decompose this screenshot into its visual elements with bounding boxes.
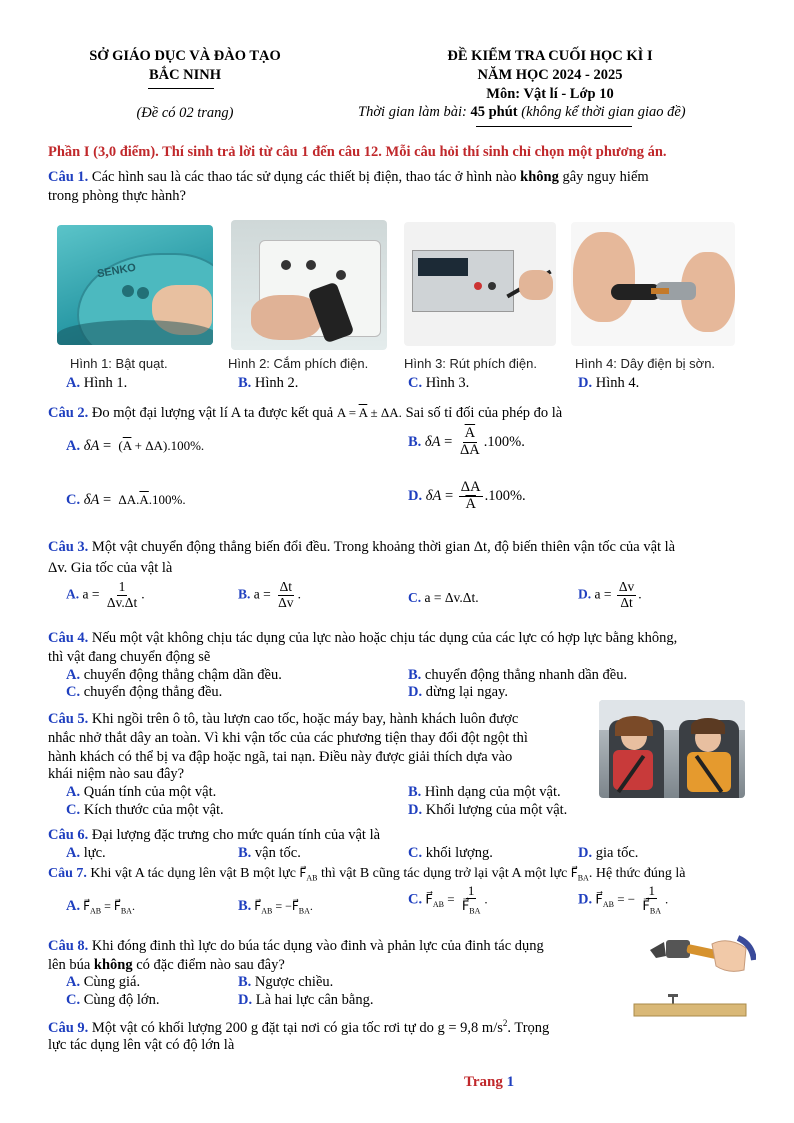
- header-page-note: (Đề có 02 trang): [136, 105, 234, 121]
- q5-option-d: D. Khối lượng của một vật.: [408, 802, 568, 818]
- q5-line-1: Câu 5. Khi ngồi trên ô tô, tàu lượn cao tốc, hoặc máy bay, hành khách luôn được: [48, 711, 519, 727]
- q1-option-a: A. Hình 1.: [66, 375, 128, 391]
- q4-option-c: C. chuyển động thẳng đều.: [66, 684, 223, 700]
- q1-option-c: C. Hình 3.: [408, 375, 470, 391]
- q8-text: Câu 8. Khi đóng đinh thì lực do búa tác dụng vào đinh và phản lực của đinh tác dụng: [48, 938, 544, 954]
- q3-option-c: C. a = Δv.Δt.: [408, 590, 479, 605]
- header-underline: [148, 88, 214, 89]
- q4-text: Câu 4. Nếu một vật không chịu tác dụng của lực nào hoặc chịu tác dụng của các lực có hợp lực bằng không,: [48, 630, 678, 646]
- plug-in-image: [231, 220, 387, 350]
- fan-brand-label: SENKO: [96, 261, 137, 281]
- q5-option-b: B. Hình dạng của một vật.: [408, 784, 561, 800]
- frayed-wire-image: [571, 222, 735, 346]
- q5-line-3: hành khách có thể bị va đập hoặc ngã, tai nạn. Điều này được giải thích dựa vào: [48, 749, 513, 765]
- q7-text: Câu 7. Khi vật A tác dụng lên vật B một lực $F⃗_{AB}$ thì vật B cũng tác dụng trở lại vật A một lực $F⃗_{BA}$. Hệ thức đúng là: [48, 866, 686, 883]
- q4-option-d: D. dừng lại ngay.: [408, 684, 508, 700]
- q6-option-c: C. khối lượng.: [408, 845, 493, 861]
- q6-option-a: A. lực.: [66, 845, 106, 861]
- q8-option-a: A. Cùng giá.: [66, 974, 141, 990]
- q6-option-b: B. vận tốc.: [238, 845, 301, 861]
- q4-option-a: A. chuyển động thẳng chậm dần đều.: [66, 667, 282, 683]
- q2-option-b: B. δA = $\frac{\overline{A}}{\Delta A}$ .100%.: [408, 425, 525, 458]
- q5-option-a: A. Quán tính của một vật.: [66, 784, 217, 800]
- q1-option-d: D. Hình 4.: [578, 375, 640, 391]
- q8-option-c: C. Cùng độ lớn.: [66, 992, 160, 1008]
- seatbelt-children-image: [599, 700, 745, 798]
- q5-line-4: khái niệm nào sau đây?: [48, 766, 185, 782]
- q3-text: Câu 3. Một vật chuyển động thẳng biến đổi đều. Trong khoảng thời gian Δt, độ biến thiên vận tốc của vật là: [48, 539, 676, 555]
- hammer-nail-image: [628, 930, 756, 1034]
- unplug-image: [404, 222, 556, 346]
- q3-option-a: A. a = $\frac{1}{\Delta v.\Delta t}$ .: [66, 579, 145, 610]
- q9-text: Câu 9. Một vật có khối lượng 200 g đặt tại nơi có gia tốc rơi tự do g = 9,8 $m/s^2$. Trọng: [48, 1018, 550, 1036]
- q5-line-2: nhắc nhở thắt dây an toàn. Vì khi vận tốc của các phương tiện thay đổi đột ngột thì: [48, 730, 528, 746]
- q2-option-d: D. δA = $\frac{\Delta A}{A}$ .100%.: [408, 479, 526, 512]
- header-department: SỞ GIÁO DỤC VÀ ĐÀO TẠO: [89, 48, 281, 64]
- q3-text-cont: Δv. Gia tốc của vật là: [48, 560, 173, 576]
- header-province: BẮC NINH: [148, 67, 222, 83]
- q2-formula: $A = \overline{A} \pm \Delta A$.: [336, 405, 402, 420]
- q5-option-c: C. Kích thước của một vật.: [66, 802, 224, 818]
- q9-text-cont: lực tác dụng lên vật có độ lớn là: [48, 1037, 235, 1053]
- q7-option-d: D. $F⃗_{AB}$ = − $\frac{1}{F⃗_{BA}}$ .: [578, 883, 669, 916]
- q6-text: Câu 6. Đại lượng đặc trưng cho mức quán tính của vật là: [48, 827, 381, 843]
- caption-4: Hình 4: Dây điện bị sờn.: [575, 356, 716, 371]
- fan-switch-image: [57, 225, 213, 345]
- q2-option-a: A. $\delta A = (\overline{A} + \Delta A).100\%$.: [66, 438, 205, 454]
- school-year: NĂM HỌC 2024 - 2025: [477, 67, 623, 83]
- time-underline: [476, 126, 632, 127]
- time-limit: Thời gian làm bài: 45 phút (không kể thời gian giao đề): [358, 104, 686, 120]
- q8-option-b: B. Ngược chiều.: [238, 974, 334, 990]
- q3-option-d: D. a = $\frac{\Delta v}{\Delta t}$ .: [578, 579, 642, 610]
- q7-option-b: B. $F⃗_{AB}$ = $-F⃗_{BA}$.: [238, 898, 313, 916]
- q7-option-c: C. $F⃗_{AB}$ = $\frac{1}{F⃗_{BA}}$ .: [408, 883, 488, 916]
- exam-title: ĐỀ KIỂM TRA CUỐI HỌC KÌ I: [447, 48, 653, 64]
- q4-option-b: B. chuyển động thẳng nhanh dần đều.: [408, 667, 628, 683]
- subject: Môn: Vật lí - Lớp 10: [486, 86, 614, 102]
- caption-3: Hình 3: Rút phích điện.: [404, 356, 537, 371]
- q8-option-d: D. Là hai lực cân bằng.: [238, 992, 374, 1008]
- q7-option-a: A. $F⃗_{AB}$ = $F⃗_{BA}$.: [66, 898, 135, 916]
- q2-text: Câu 2. Đo một đại lượng vật lí A ta được kết quả $A = \overline{A} \pm \Delta A$. Sai số tỉ đối của phép đo là: [48, 405, 563, 421]
- caption-2: Hình 2: Cắm phích điện.: [228, 356, 369, 371]
- caption-1: Hình 1: Bật quạt.: [70, 356, 168, 371]
- q1-text-cont: trong phòng thực hành?: [48, 188, 186, 204]
- q8-text-cont: lên búa không có đặc điểm nào sau đây?: [48, 957, 285, 973]
- section-heading: Phần I (3,0 điểm). Thí sinh trả lời từ câu 1 đến câu 12. Mỗi câu hỏi thí sinh chỉ chọn một phương án.: [48, 144, 667, 160]
- q6-option-d: D. gia tốc.: [578, 845, 639, 861]
- q1-text: Câu 1. Các hình sau là các thao tác sử dụng các thiết bị điện, thao tác ở hình nào không gây nguy hiểm: [48, 169, 649, 185]
- q1-option-b: B. Hình 2.: [238, 375, 299, 391]
- q2-option-c: C. $\delta A = \Delta A.\overline{A}.100\%$.: [66, 492, 186, 508]
- q4-text-cont: thì vật đang chuyển động sẽ: [48, 649, 211, 665]
- q3-option-b: B. a = $\frac{\Delta t}{\Delta v}$ .: [238, 579, 301, 610]
- page-number: Trang 1: [464, 1074, 515, 1090]
